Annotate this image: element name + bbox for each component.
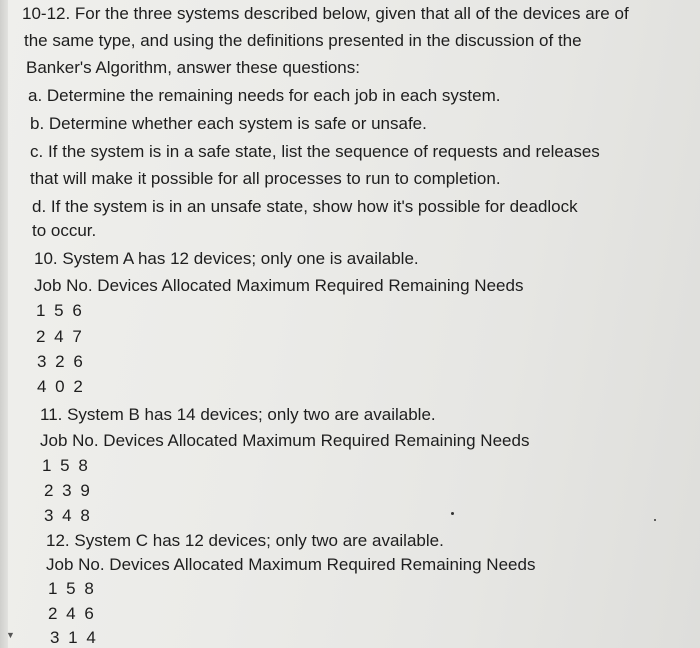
system-b-table-header: Job No. Devices Allocated Maximum Required Remaining Needs bbox=[40, 431, 530, 450]
question-c-line-1: c. If the system is in a safe state, list the sequence of requests and releases bbox=[30, 142, 600, 161]
system-b-row-2: 2 3 9 bbox=[44, 481, 92, 500]
system-a-row-3: 3 2 6 bbox=[37, 352, 85, 371]
system-a-row-1: 1 5 6 bbox=[36, 301, 84, 320]
system-b-title: 11. System B has 14 devices; only two are available. bbox=[40, 405, 436, 424]
system-c-title: 12. System C has 12 devices; only two are available. bbox=[46, 531, 444, 550]
system-b-row-1: 1 5 8 bbox=[42, 456, 90, 475]
system-a-row-4: 4 0 2 bbox=[37, 377, 85, 396]
system-a-row-2: 2 4 7 bbox=[36, 327, 84, 346]
question-d-line-1: d. If the system is in an unsafe state, show how it's possible for deadlock bbox=[32, 197, 578, 216]
system-b-row-3: 3 4 8 bbox=[44, 506, 92, 525]
question-a: a. Determine the remaining needs for each job in each system. bbox=[28, 86, 501, 105]
scroll-down-arrow-icon[interactable]: ▼ bbox=[6, 630, 15, 640]
system-c-row-3: 3 1 4 bbox=[50, 628, 98, 647]
question-d-line-2: to occur. bbox=[32, 221, 97, 240]
intro-line-2: the same type, and using the definitions presented in the discussion of the bbox=[24, 31, 582, 50]
intro-line-1: 10-12. For the three systems described below, given that all of the devices are of bbox=[22, 4, 629, 23]
system-c-table-header: Job No. Devices Allocated Maximum Required Remaining Needs bbox=[46, 555, 536, 574]
system-c-row-1: 1 5 8 bbox=[48, 579, 96, 598]
left-edge-shadow bbox=[0, 0, 8, 648]
speck-mark bbox=[654, 519, 656, 521]
system-c-row-2: 2 4 6 bbox=[48, 604, 96, 623]
system-a-table-header: Job No. Devices Allocated Maximum Required Remaining Needs bbox=[34, 276, 524, 295]
question-c-line-2: that will make it possible for all processes to run to completion. bbox=[30, 169, 501, 188]
system-a-title: 10. System A has 12 devices; only one is available. bbox=[34, 249, 419, 268]
question-b: b. Determine whether each system is safe or unsafe. bbox=[30, 114, 427, 133]
speck-mark bbox=[451, 512, 454, 515]
intro-line-3: Banker's Algorithm, answer these questions: bbox=[26, 58, 360, 77]
